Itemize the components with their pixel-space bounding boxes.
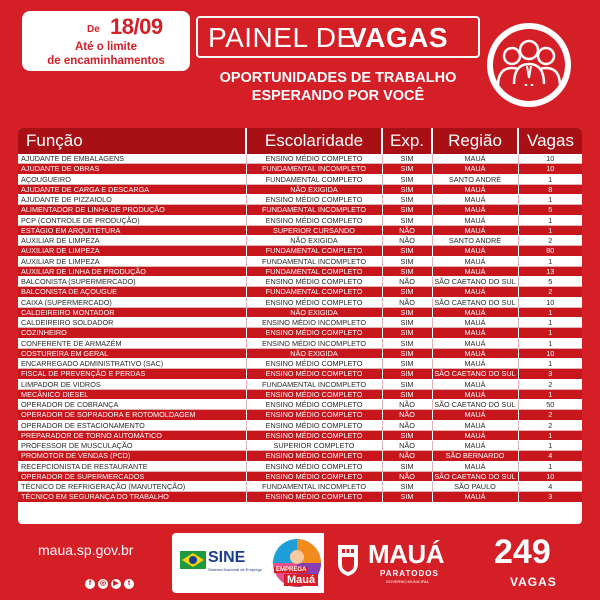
cell-vagas: 50: [518, 400, 582, 410]
cell-vagas: 5: [518, 277, 582, 287]
cell-funcao: OPERADOR DE SOPRADORA E ROTOMOLDAGEM: [18, 410, 246, 420]
cell-exp: SIM: [382, 215, 432, 225]
table-row: [18, 195, 582, 205]
cell-escolaridade: FUNDAMENTAL COMPLETO: [246, 287, 382, 297]
limit-line-2: de encaminhamentos: [47, 55, 165, 67]
table-row: [18, 236, 582, 246]
cell-exp: SIM: [382, 369, 432, 379]
cell-regiao: SÃO CAETANO DO SUL: [432, 400, 518, 410]
cell-funcao: CONFERENTE DE ARMAZÉM: [18, 338, 246, 348]
cell-vagas: 3: [518, 369, 582, 379]
cell-exp: SIM: [382, 482, 432, 492]
cell-vagas: 1: [518, 215, 582, 225]
cell-regiao: MAUÁ: [432, 359, 518, 369]
cell-regiao: SÃO CAETANO DO SUL: [432, 369, 518, 379]
cell-regiao: MAUÁ: [432, 492, 518, 502]
table-row: [18, 430, 582, 440]
cell-funcao: FISCAL DE PREVENÇÃO E PERDAS: [18, 369, 246, 379]
cell-escolaridade: NÃO EXIGIDA: [246, 307, 382, 317]
cell-funcao: LIMPADOR DE VIDROS: [18, 379, 246, 389]
table-row: [18, 297, 582, 307]
cell-funcao: TÉCNICO DE REFRIGERAÇÃO (MANUTENÇÃO): [18, 482, 246, 492]
cell-funcao: ENCARREGADO ADMINISTRATIVO (SAC): [18, 359, 246, 369]
cell-regiao: MAUÁ: [432, 266, 518, 276]
cell-funcao: AUXILIAR DE LIMPEZA: [18, 256, 246, 266]
table-row: [18, 215, 582, 225]
cell-escolaridade: SUPERIOR CURSANDO: [246, 225, 382, 235]
prefeitura-maua-logo: [324, 533, 454, 593]
cell-exp: NÃO: [382, 420, 432, 430]
table-header-row: [18, 128, 582, 154]
cell-funcao: BALCONISTA DE AÇOUGUE: [18, 287, 246, 297]
column-header-exp: Exp.: [382, 128, 432, 154]
cell-vagas: 10: [518, 348, 582, 358]
cell-funcao: BALCONISTA (SUPERMERCADO): [18, 277, 246, 287]
table-row: [18, 184, 582, 194]
cell-escolaridade: ENSINO MÉDIO COMPLETO: [246, 389, 382, 399]
cell-regiao: MAUÁ: [432, 195, 518, 205]
page-title: [196, 16, 480, 58]
sine-logo-text: SINE: [208, 549, 246, 566]
cell-funcao: AJUDANTE DE CARGA E DESCARGA: [18, 184, 246, 194]
cell-regiao: MAUÁ: [432, 461, 518, 471]
table-row: [18, 205, 582, 215]
cell-escolaridade: ENSINO MÉDIO COMPLETO: [246, 461, 382, 471]
people-group-icon: [484, 20, 574, 110]
cell-vagas: 1: [518, 338, 582, 348]
column-header-vagas: Vagas: [518, 128, 582, 154]
cell-vagas: 2: [518, 379, 582, 389]
cell-vagas: 1: [518, 359, 582, 369]
table-row: [18, 410, 582, 420]
cell-regiao: SÃO BERNARDO: [432, 451, 518, 461]
cell-exp: SIM: [382, 430, 432, 440]
cell-funcao: AUXILIAR DE LINHA DE PRODUÇÃO: [18, 266, 246, 276]
cell-regiao: SANTO ANDRÉ: [432, 236, 518, 246]
vacancies-table: [18, 128, 582, 524]
column-header-funcao: Função: [18, 128, 246, 154]
cell-funcao: CAIXA (SUPERMERCADO): [18, 297, 246, 307]
cell-vagas: 5: [518, 205, 582, 215]
cell-escolaridade: ENSINO MÉDIO COMPLETO: [246, 369, 382, 379]
cell-funcao: CALDEIREIRO MONTADOR: [18, 307, 246, 317]
social-icons: [85, 572, 137, 590]
cell-vagas: 2: [518, 410, 582, 420]
cell-exp: SIM: [382, 318, 432, 328]
cell-escolaridade: FUNDAMENTAL INCOMPLETO: [246, 256, 382, 266]
cell-escolaridade: FUNDAMENTAL COMPLETO: [246, 246, 382, 256]
cell-vagas: 1: [518, 307, 582, 317]
cell-funcao: ESTÁGIO EM ARQUITETURA: [18, 225, 246, 235]
cell-funcao: MECÂNICO DIESEL: [18, 389, 246, 399]
cell-regiao: SÃO CAETANO DO SUL: [432, 471, 518, 481]
table-row: [18, 256, 582, 266]
table-row: [18, 174, 582, 184]
emprega-maua-text: Mauá: [284, 574, 318, 586]
footer: [0, 528, 600, 600]
cell-exp: NÃO: [382, 400, 432, 410]
cell-exp: NÃO: [382, 451, 432, 461]
cell-escolaridade: ENSINO MÉDIO COMPLETO: [246, 430, 382, 440]
cell-vagas: 10: [518, 471, 582, 481]
title-light: PAINEL DE: [208, 22, 356, 53]
column-header-regiao: Região: [432, 128, 518, 154]
table-row: [18, 154, 582, 164]
cell-exp: SIM: [382, 389, 432, 399]
subtitle-line-2: ESPERANDO POR VOCÊ: [251, 88, 425, 104]
total-vagas-label: VAGAS: [510, 575, 557, 589]
table-row: [18, 492, 582, 502]
cell-exp: SIM: [382, 205, 432, 215]
cell-escolaridade: FUNDAMENTAL INCOMPLETO: [246, 164, 382, 174]
table-row: [18, 379, 582, 389]
cell-funcao: COSTUREIRA EM GERAL: [18, 348, 246, 358]
cell-exp: SIM: [382, 461, 432, 471]
cell-exp: NÃO: [382, 471, 432, 481]
cell-vagas: 1: [518, 389, 582, 399]
limit-line-1: Até o limite: [75, 41, 137, 53]
cell-funcao: PCP (CONTROLE DE PRODUÇÃO): [18, 215, 246, 225]
cell-vagas: 1: [518, 441, 582, 451]
cell-regiao: MAUÁ: [432, 430, 518, 440]
cell-regiao: MAUÁ: [432, 410, 518, 420]
cell-vagas: 10: [518, 164, 582, 174]
cell-exp: SIM: [382, 246, 432, 256]
table-row: [18, 471, 582, 481]
cell-regiao: SÃO CAETANO DO SUL: [432, 297, 518, 307]
cell-vagas: 8: [518, 184, 582, 194]
cell-funcao: AUXILIAR DE LIMPEZA: [18, 236, 246, 246]
cell-escolaridade: NÃO EXIGIDA: [246, 236, 382, 246]
twitter-icon[interactable]: t: [124, 579, 134, 589]
cell-escolaridade: ENSINO MÉDIO COMPLETO: [246, 277, 382, 287]
cell-regiao: MAUÁ: [432, 246, 518, 256]
partner-logos: [172, 533, 454, 593]
cell-exp: NÃO: [382, 225, 432, 235]
cell-escolaridade: FUNDAMENTAL INCOMPLETO: [246, 482, 382, 492]
cell-exp: SIM: [382, 338, 432, 348]
cell-escolaridade: FUNDAMENTAL COMPLETO: [246, 174, 382, 184]
cell-escolaridade: ENSINO MÉDIO COMPLETO: [246, 297, 382, 307]
deadline-date: 18/09: [110, 14, 163, 39]
cell-regiao: MAUÁ: [432, 328, 518, 338]
cell-regiao: MAUÁ: [432, 215, 518, 225]
cell-escolaridade: ENSINO MÉDIO COMPLETO: [246, 195, 382, 205]
cell-funcao: AJUDANTE DE EMBALAGENS: [18, 154, 246, 164]
cell-exp: SIM: [382, 164, 432, 174]
title-bold: VAGAS: [348, 22, 448, 53]
cell-funcao: AUXILIAR DE LIMPEZA: [18, 246, 246, 256]
cell-exp: SIM: [382, 266, 432, 276]
cell-regiao: MAUÁ: [432, 420, 518, 430]
website-link[interactable]: maua.sp.gov.br: [38, 542, 134, 558]
cell-vagas: 80: [518, 246, 582, 256]
cell-vagas: 10: [518, 297, 582, 307]
cell-vagas: 13: [518, 266, 582, 276]
deadline-card: [22, 11, 190, 71]
cell-exp: SIM: [382, 348, 432, 358]
cell-exp: SIM: [382, 328, 432, 338]
cell-exp: SIM: [382, 174, 432, 184]
table-row: [18, 307, 582, 317]
cell-vagas: 1: [518, 256, 582, 266]
cell-funcao: PROMOTOR DE VENDAS (PCD): [18, 451, 246, 461]
cell-escolaridade: ENSINO MÉDIO COMPLETO: [246, 420, 382, 430]
cell-vagas: 1: [518, 461, 582, 471]
cell-regiao: SÃO PAULO: [432, 482, 518, 492]
cell-vagas: 3: [518, 492, 582, 502]
cell-exp: SIM: [382, 379, 432, 389]
cell-regiao: MAUÁ: [432, 225, 518, 235]
cell-regiao: SANTO ANDRÉ: [432, 174, 518, 184]
total-vagas-count: 249: [494, 533, 551, 571]
cell-escolaridade: NÃO EXIGIDA: [246, 348, 382, 358]
cell-funcao: PREPARADOR DE TORNO AUTOMÁTICO: [18, 430, 246, 440]
instagram-icon[interactable]: ◎: [99, 580, 107, 587]
cell-exp: NÃO: [382, 297, 432, 307]
youtube-icon[interactable]: ▶: [111, 579, 121, 589]
table-row: [18, 400, 582, 410]
city-crest-icon: [334, 543, 362, 577]
subtitle-line-1: OPORTUNIDADES DE TRABALHO: [219, 70, 457, 86]
table-row: [18, 369, 582, 379]
table-row: [18, 277, 582, 287]
cell-escolaridade: ENSINO MÉDIO COMPLETO: [246, 215, 382, 225]
cell-regiao: MAUÁ: [432, 164, 518, 174]
maua-slogan: PARATODOS: [380, 569, 439, 578]
cell-regiao: MAUÁ: [432, 389, 518, 399]
cell-funcao: OPERADOR DE SUPERMERCADOS: [18, 471, 246, 481]
cell-escolaridade: ENSINO MÉDIO INCOMPLETO: [246, 338, 382, 348]
cell-exp: NÃO: [382, 410, 432, 420]
cell-regiao: MAUÁ: [432, 256, 518, 266]
cell-funcao: PROFESSOR DE MUSCULAÇÃO: [18, 441, 246, 451]
table-row: [18, 225, 582, 235]
cell-funcao: OPERADOR DE COBRANÇA: [18, 400, 246, 410]
cell-escolaridade: ENSINO MÉDIO COMPLETO: [246, 451, 382, 461]
cell-vagas: 1: [518, 174, 582, 184]
cell-vagas: 1: [518, 195, 582, 205]
cell-vagas: 2: [518, 420, 582, 430]
brazil-flag-icon: [180, 551, 206, 569]
sine-logo-subtitle: Sistema Nacional de Emprego: [208, 567, 263, 572]
cell-regiao: MAUÁ: [432, 318, 518, 328]
cell-funcao: OPERADOR DE ESTACIONAMENTO: [18, 420, 246, 430]
cell-escolaridade: ENSINO MÉDIO COMPLETO: [246, 471, 382, 481]
cell-regiao: MAUÁ: [432, 338, 518, 348]
table-row: [18, 164, 582, 174]
facebook-icon[interactable]: f: [85, 579, 95, 589]
cell-regiao: MAUÁ: [432, 154, 518, 164]
maua-logo-text: MAUÁ: [368, 539, 444, 569]
cell-vagas: 10: [518, 154, 582, 164]
table-row: [18, 389, 582, 399]
cell-regiao: MAUÁ: [432, 379, 518, 389]
cell-vagas: 4: [518, 482, 582, 492]
cell-regiao: MAUÁ: [432, 348, 518, 358]
table-row: [18, 266, 582, 276]
cell-vagas: 1: [518, 318, 582, 328]
date-prefix: De: [87, 24, 100, 35]
cell-exp: SIM: [382, 256, 432, 266]
cell-escolaridade: ENSINO MÉDIO COMPLETO: [246, 328, 382, 338]
cell-vagas: 4: [518, 451, 582, 461]
table-row: [18, 246, 582, 256]
cell-exp: SIM: [382, 492, 432, 502]
table-row: [18, 482, 582, 492]
cell-escolaridade: SUPERIOR COMPLETO: [246, 441, 382, 451]
table-row: [18, 318, 582, 328]
cell-funcao: COZINHEIRO: [18, 328, 246, 338]
cell-escolaridade: ENSINO MÉDIO COMPLETO: [246, 492, 382, 502]
cell-escolaridade: ENSINO MÉDIO COMPLETO: [246, 359, 382, 369]
cell-funcao: TÉCNICO EM SEGURANÇA DO TRABALHO: [18, 492, 246, 502]
emprega-text: EMPREGA: [276, 567, 307, 573]
table-row: [18, 420, 582, 430]
cell-escolaridade: ENSINO MÉDIO COMPLETO: [246, 400, 382, 410]
cell-exp: SIM: [382, 195, 432, 205]
cell-vagas: 2: [518, 236, 582, 246]
cell-vagas: 2: [518, 287, 582, 297]
header: [0, 0, 600, 125]
cell-exp: SIM: [382, 307, 432, 317]
table-row: [18, 359, 582, 369]
table-row: [18, 328, 582, 338]
table-row: [18, 451, 582, 461]
cell-exp: SIM: [382, 154, 432, 164]
cell-exp: SIM: [382, 359, 432, 369]
table-row: [18, 287, 582, 297]
table-row: [18, 441, 582, 451]
cell-escolaridade: ENSINO MÉDIO COMPLETO: [246, 410, 382, 420]
cell-exp: SIM: [382, 184, 432, 194]
maua-government-label: GOVERNO MUNICIPAL: [386, 579, 430, 584]
cell-exp: SIM: [382, 287, 432, 297]
cell-funcao: AJUDANTE DE OBRAS: [18, 164, 246, 174]
cell-regiao: MAUÁ: [432, 205, 518, 215]
cell-funcao: AJUDANTE DE PIZZAIOLO: [18, 195, 246, 205]
cell-regiao: MAUÁ: [432, 307, 518, 317]
cell-regiao: SÃO CAETANO DO SUL: [432, 277, 518, 287]
cell-exp: NÃO: [382, 441, 432, 451]
cell-escolaridade: ENSINO MÉDIO COMPLETO: [246, 154, 382, 164]
table-row: [18, 348, 582, 358]
cell-escolaridade: FUNDAMENTAL COMPLETO: [246, 266, 382, 276]
cell-regiao: MAUÁ: [432, 184, 518, 194]
cell-funcao: AÇOUGUEIRO: [18, 174, 246, 184]
cell-regiao: MAUÁ: [432, 287, 518, 297]
column-header-escolaridade: Escolaridade: [246, 128, 382, 154]
cell-escolaridade: NÃO EXIGIDA: [246, 184, 382, 194]
cell-vagas: 1: [518, 430, 582, 440]
cell-funcao: RECEPCIONISTA DE RESTAURANTE: [18, 461, 246, 471]
cell-vagas: 1: [518, 225, 582, 235]
table-row: [18, 338, 582, 348]
cell-exp: NÃO: [382, 277, 432, 287]
table-body: [18, 154, 582, 502]
cell-funcao: ALIMENTADOR DE LINHA DE PRODUÇÃO: [18, 205, 246, 215]
cell-funcao: CALDEIREIRO SOLDADOR: [18, 318, 246, 328]
cell-vagas: 1: [518, 328, 582, 338]
cell-regiao: MAUÁ: [432, 441, 518, 451]
cell-exp: NÃO: [382, 236, 432, 246]
cell-escolaridade: ENSINO MÉDIO INCOMPLETO: [246, 318, 382, 328]
cell-escolaridade: FUNDAMENTAL INCOMPLETO: [246, 205, 382, 215]
cell-escolaridade: FUNDAMENTAL INCOMPLETO: [246, 379, 382, 389]
table-row: [18, 461, 582, 471]
